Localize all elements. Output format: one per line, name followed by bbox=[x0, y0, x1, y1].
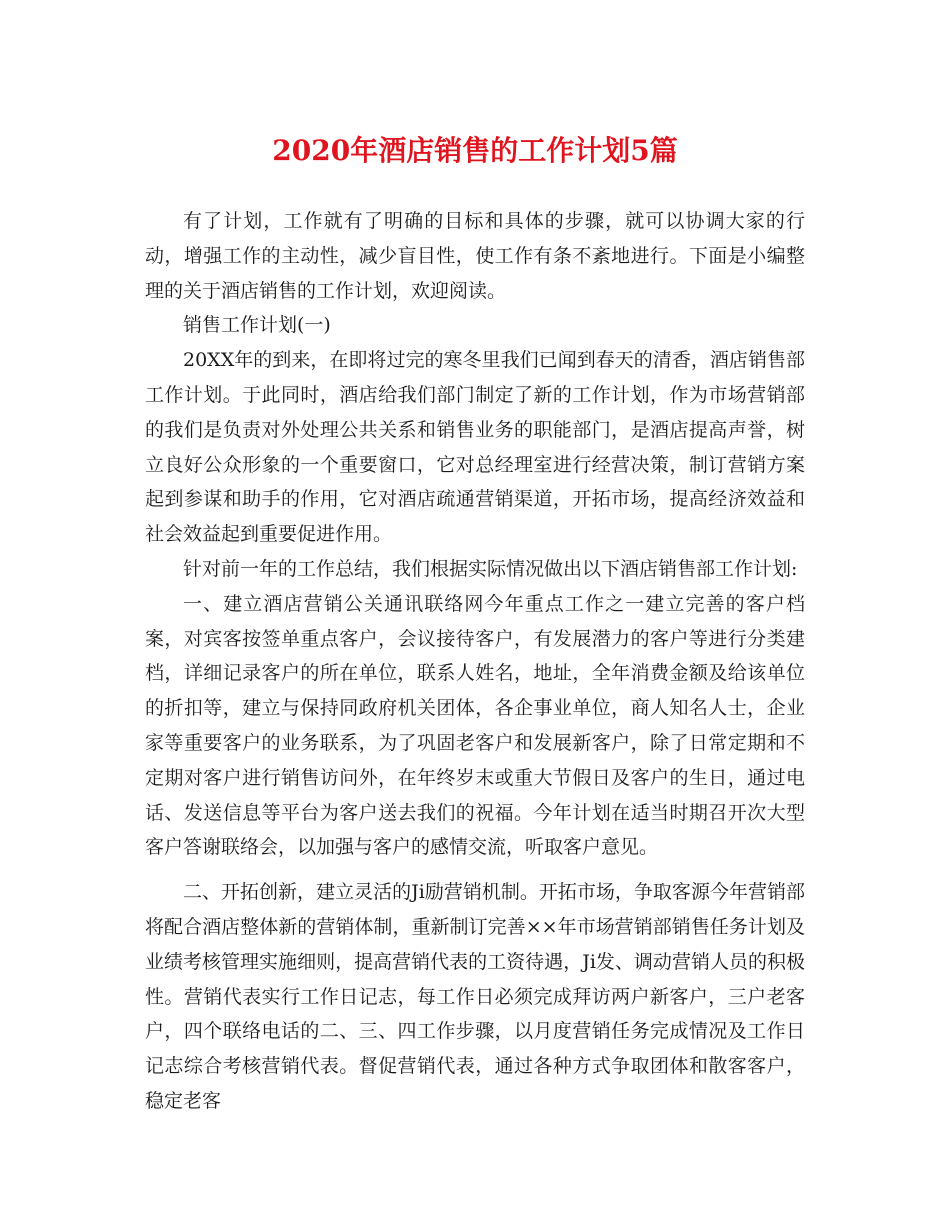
section-heading: 销售工作计划(一) bbox=[183, 314, 331, 337]
document-title: 2020年酒店销售的工作计划5篇 bbox=[272, 134, 678, 167]
body-paragraph: 二、开拓创新，建立灵活的Ji励营销机制。开拓市场，争取客源今年营销部将配合酒店整体新的营销体制，重新制订完善××年市场营销部销售任务计划及业绩考核管理实施细则，提高营销代表的工资待遇，Ji发、调动营销人员的积极性。营销代表实行工作日记志，每工作日必须完成拜访两户新客户，三户老客户，四个联络电话的二、三、四工作步骤，以月度营销任务完成情况及工作日记志综合考核营销代表。督促营销代表，通过各种方式争取团体和散客客户，稳定老客 bbox=[145, 881, 805, 1112]
document-body bbox=[145, 204, 805, 1119]
body-paragraph: 一、建立酒店营销公关通讯联络网今年重点工作之一建立完善的客户档案，对宾客按签单重点客户，会议接待客户，有发展潜力的客户等进行分类建档，详细记录客户的所在单位，联系人姓名，地址，全年消费金额及给该单位的折扣等，建立与保持同政府机关团体，各企事业单位，商人知名人士，企业家等重要客户的业务联系，为了巩固老客户和发展新客户，除了日常定期和不定期对客户进行销售访问外，在年终岁末或重大节假日及客户的生日，通过电话、发送信息等平台为客户送去我们的祝福。今年计划在适当时期召开次大型客户答谢联络会，以加强与客户的感情交流，听取客户意见。 bbox=[145, 592, 805, 859]
body-paragraph: 针对前一年的工作总结，我们根据实际情况做出以下酒店销售部工作计划: bbox=[183, 557, 798, 580]
intro-paragraph: 有了计划，工作就有了明确的目标和具体的步骤，就可以协调大家的行动，增强工作的主动性，减少盲目性，使工作有条不紊地进行。下面是小编整理的关于酒店销售的工作计划，欢迎阅读。 bbox=[145, 210, 805, 302]
body-paragraph: 20XX年的到来，在即将过完的寒冬里我们已闻到春天的清香，酒店销售部工作计划。于此同时，酒店给我们部门制定了新的工作计划，作为市场营销部的我们是负责对外处理公共关系和销售业务的职能部门，是酒店提高声誉，树立良好公众形象的一个重要窗口，它对总经理室进行经营决策，制订营销方案起到参谋和助手的作用，它对酒店疏通营销渠道，开拓市场，提高经济效益和社会效益起到重要促进作用。 bbox=[145, 349, 805, 546]
